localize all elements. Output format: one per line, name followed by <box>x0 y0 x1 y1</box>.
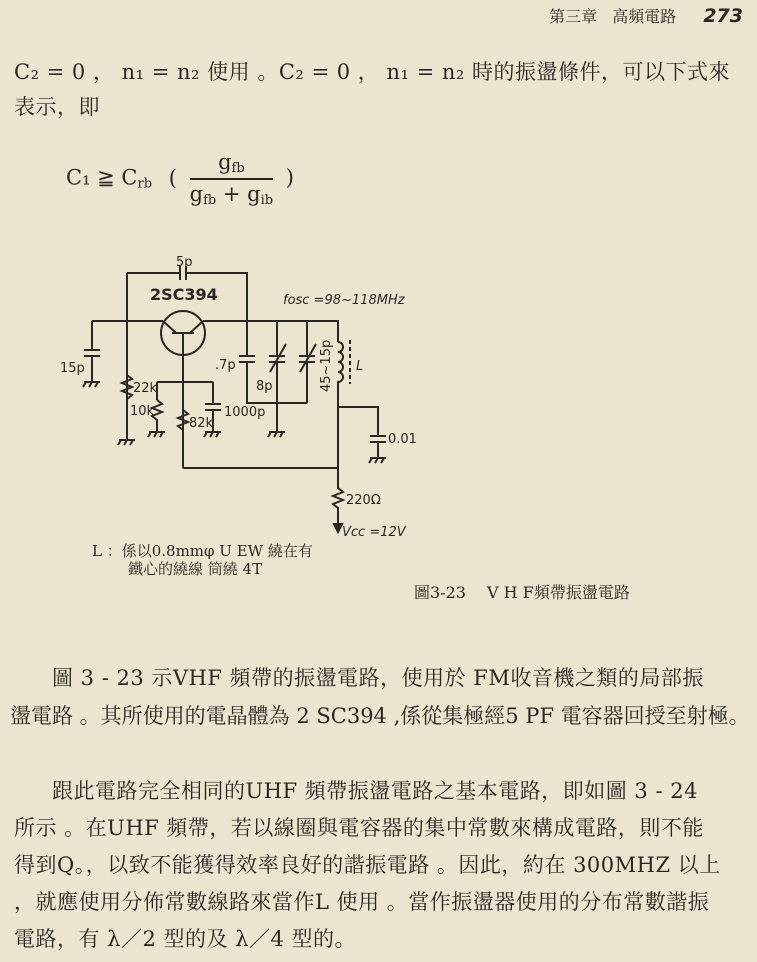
label-8p: 8p <box>256 379 273 394</box>
label-fosc: fosc =98~118MHz <box>283 293 405 308</box>
intro-line-1: C₂ = 0 ， n₁ = n₂ 使用 。C₂ = 0 ， n₁ = n₂ 時的振盪條件，可以下式來 <box>14 60 730 84</box>
label-coil: L <box>356 359 364 374</box>
figure-caption: 圖3-23 V H F頻帶振盪電路 <box>414 583 630 602</box>
formula-lhs-sub: rb <box>137 176 153 192</box>
paragraph1-line-1: 圖 3 - 23 示VHF 頻帶的振盪電路，使用於 FM收音機之類的局部振 <box>52 666 704 690</box>
chapter-label: 第三章 <box>549 7 598 26</box>
intro-line-2: 表示，即 <box>14 95 100 119</box>
page-number: 273 <box>703 5 743 27</box>
label-82k: 82k <box>189 416 214 431</box>
label-10k: 10k <box>130 404 155 419</box>
paragraph2-line-4: ，就應使用分佈常數線路來當作L 使用 。當作振盪器使用的分布常數諧振 <box>14 890 710 914</box>
label-vcc: Vcc =12V <box>342 525 406 540</box>
formula-numerator-sub: fb <box>231 161 245 176</box>
trimmer-capacitor <box>299 321 316 403</box>
label-5p: 5p <box>176 255 193 270</box>
paragraph2-line-1: 跟此電路完全相同的UHF 頻帶振盪電路之基本電路，即如圖 3 - 24 <box>52 779 698 803</box>
resistor-220 <box>183 468 343 526</box>
paragraph1-line-2: 盪電路 。其所使用的電晶體為 2 SC394 ,係從集極經5 PF 電容器回授至射極。 <box>10 704 750 728</box>
formula-paren-open: ( <box>168 165 177 190</box>
formula-numerator: g <box>218 150 232 174</box>
coil-note-line-1: L ：係以0.8mmφ U EW 繞在有 <box>92 542 313 560</box>
formula-denominator-sub2: ib <box>260 193 274 208</box>
capacitor-001 <box>338 407 386 458</box>
formula-plus: + g <box>216 182 261 206</box>
vcc-arrow-icon <box>334 524 342 532</box>
label-22k: 22k <box>133 381 158 396</box>
capacitor-15p <box>84 321 100 382</box>
variable-capacitor-8p <box>269 321 286 432</box>
label-trimmer: 45~15p <box>319 339 334 392</box>
formula-denominator: g <box>189 182 204 206</box>
paragraph2-line-3: 得到Q。，以致不能獲得效率良好的諧振電路 。因此，約在 300MHZ 以上 <box>14 853 721 877</box>
paragraph2-line-5: 電路，有 λ／2 型的及 λ／4 型的。 <box>14 927 357 951</box>
coil-l <box>338 342 343 468</box>
label-7p: .7p <box>215 358 236 373</box>
label-001: 0.01 <box>388 432 417 447</box>
paragraph2-line-2: 所示 。在UHF 頻帶，若以線圈與電容器的集中常數來構成電路，則不能 <box>14 816 704 840</box>
label-transistor: 2SC394 <box>150 285 218 304</box>
label-15p: 15p <box>60 361 85 376</box>
formula-lhs: C₁ ≧ C <box>66 165 138 190</box>
section-label: 高頻電路 <box>612 7 677 26</box>
formula-paren-close: ) <box>285 165 294 190</box>
formula-denominator-sub: fb <box>203 193 217 208</box>
coil-note-line-2: 鐵心的繞線 筒繞 4T <box>128 560 263 578</box>
label-220: 220Ω <box>346 493 381 508</box>
label-1000p: 1000p <box>224 405 266 420</box>
